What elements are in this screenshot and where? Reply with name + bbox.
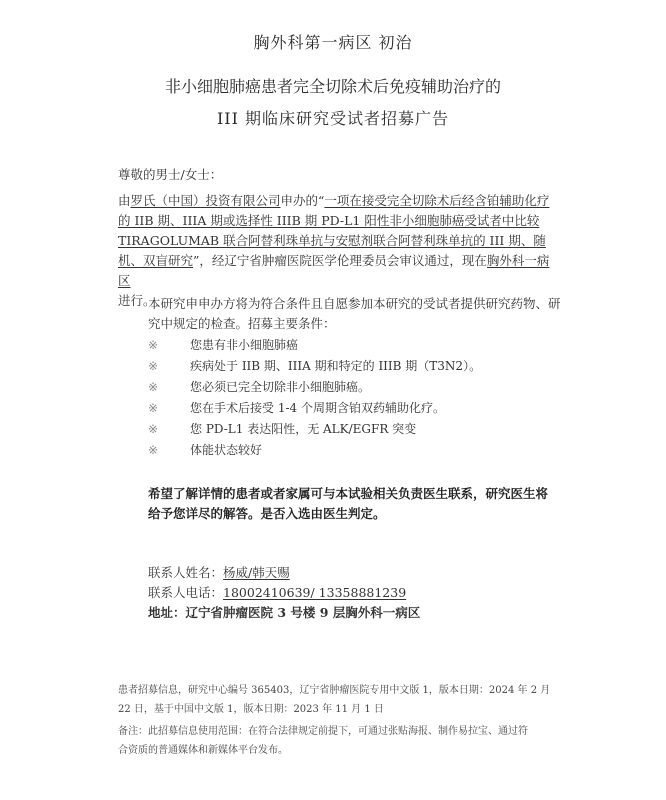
condition-text: 您必须已完全切除非小细胞肺癌。 (190, 380, 371, 394)
reference-mark-icon: ※ (148, 338, 159, 352)
study-description-paragraph (118, 191, 558, 311)
version-info-line2: 22 日，基于中国中文版 1，版本日期：2023 年 11 月 1 日 (118, 704, 384, 715)
reference-mark-icon: ※ (148, 443, 159, 457)
sponsor-name: 罗氏（中国）投资有限公司 (130, 193, 281, 208)
usage-note-line2: 合资质的普通媒体和新媒体平台发布。 (118, 745, 288, 756)
contact-name-label: 联系人姓名： (148, 565, 224, 580)
usage-note-line1: 备注：此招募信息使用范围：在符合法律规定前提下，可通过张贴海报、制作易拉宝、通过符 (118, 726, 528, 737)
para1-after: ”，经辽宁省肿瘤医院医学伦理委员会审议通过，现在 (193, 253, 487, 268)
reference-mark-icon: ※ (148, 380, 159, 394)
contact-phone-label: 联系人电话： (148, 585, 224, 600)
contact-invitation-paragraph: 希望了解详情的患者或者家属可与本试验相关负责医生联系，研究医生将给予您详尽的解答。是否入选由医生判定。 (148, 486, 549, 521)
condition-text: 您患有非小细胞肺癌 (190, 338, 299, 352)
condition-text: 体能状态较好 (190, 443, 263, 457)
document-title-line2: III 期临床研究受试者招募广告 (216, 109, 450, 128)
salutation: 尊敬的男士/女士： (118, 167, 223, 182)
department-heading: 胸外科第一病区 初治 (253, 33, 413, 52)
recruitment-intro: 本研究申申办方将为符合条件且自愿参加本研究的受试者提供研究药物、研究中规定的检查。招募主要条件： (148, 296, 561, 331)
para1-mid: 申办的“ (280, 193, 325, 208)
contact-name-row (148, 563, 290, 581)
condition-text: 您 PD-L1 表达阳性，无 ALK/EGFR 突变 (190, 422, 417, 436)
para1-prefix: 由 (118, 193, 131, 208)
condition-item (148, 336, 298, 353)
condition-item (148, 357, 481, 374)
version-info-line1: 患者招募信息，研究中心编号 365403，辽宁省肿瘤医院专用中文版 1，版本日期：2024 年 2 月 (118, 685, 551, 696)
contact-phone-row (148, 583, 406, 601)
condition-text: 疾病处于 IIB 期、IIIA 期和特定的 IIIB 期（T3N2）。 (190, 359, 482, 373)
reference-mark-icon: ※ (148, 422, 159, 436)
para1-end: 进行。 (118, 293, 156, 308)
contact-address: 地址：辽宁省肿瘤医院 3 号楼 9 层胸外科一病区 (148, 605, 421, 620)
condition-item (148, 420, 416, 437)
reference-mark-icon: ※ (148, 359, 159, 373)
condition-item (148, 378, 370, 395)
document-title-line1: 非小细胞肺癌患者完全切除术后免疫辅助治疗的 (164, 77, 501, 96)
condition-text: 您在手术后接受 1-4 个周期含铂双药辅助化疗。 (190, 401, 445, 415)
contact-phone-value: 18002410639/ 13358881239 (223, 585, 407, 600)
condition-item (148, 399, 445, 416)
contact-name-value: 杨威/韩天赐 (223, 565, 290, 580)
reference-mark-icon: ※ (148, 401, 159, 415)
study-title: 一项在接受完全切除术后经含铂辅助化疗的 IIB 期、IIIA 期或选择性 IIIB 期 PD-L1 阳性非小细胞肺癌受试者中比较 TIRAGOLUMAB 联合阿替利珠单抗与安慰剂联合阿替利珠单抗的 III 期、随机、双盲研究 (118, 193, 550, 268)
condition-item (148, 441, 262, 458)
ward-name: 胸外科一病区 (118, 253, 550, 288)
